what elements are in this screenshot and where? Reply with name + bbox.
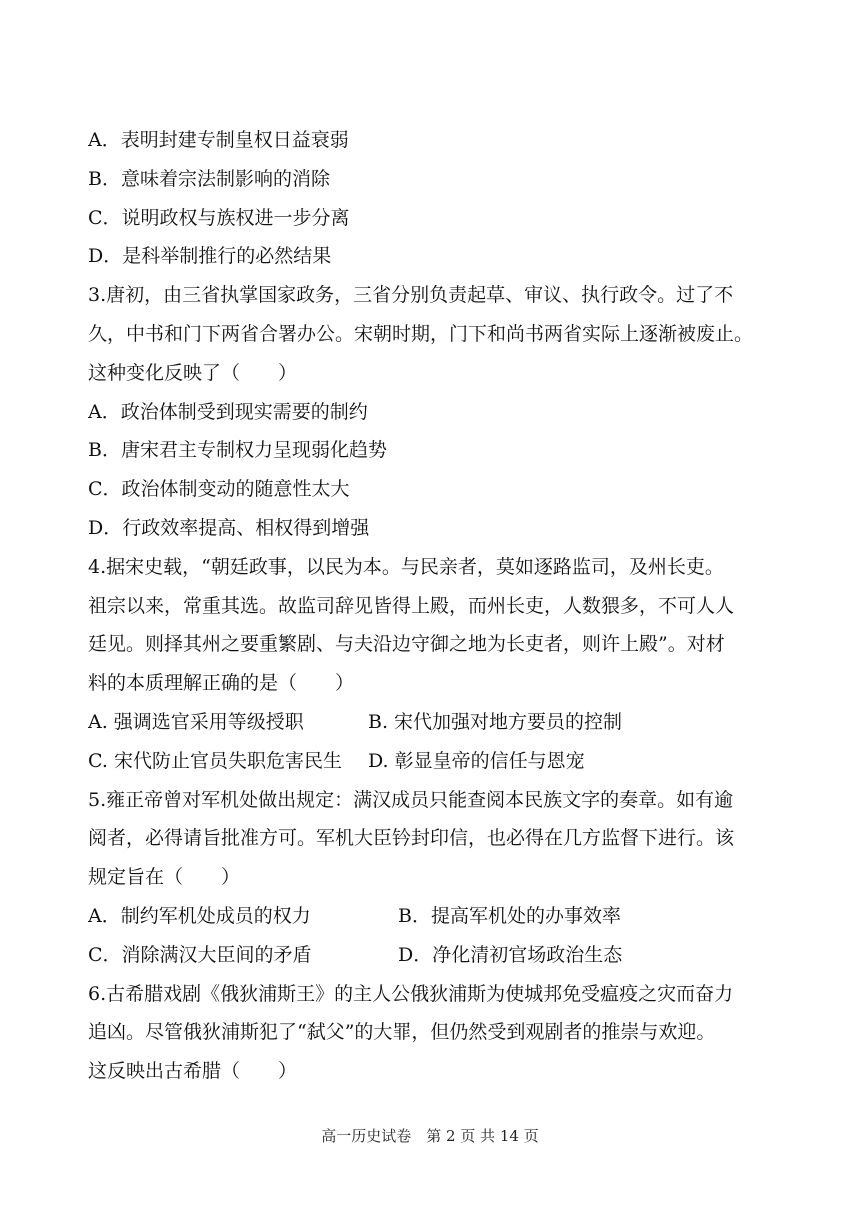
q3-option-a: A．政治体制受到现实需要的制约 bbox=[88, 400, 368, 423]
q5-stem-line: 5.雍正帝曾对军机处做出规定：满汉成员只能查阅本民族文字的奏章。如有逾 bbox=[88, 788, 734, 811]
q4-stem-line: 料的本质理解正确的是（ ） bbox=[88, 672, 355, 695]
q2-option-b: B．意味着宗法制影响的消除 bbox=[88, 167, 330, 190]
q6-stem-line: 这反映出古希腊（ ） bbox=[88, 1060, 298, 1083]
q3-option-d: D．行政效率提高、相权得到增强 bbox=[88, 516, 370, 539]
q2-option-d: D．是科举制推行的必然结果 bbox=[88, 245, 332, 268]
q5-option-a: A．制约军机处成员的权力 bbox=[88, 904, 311, 927]
q3-stem-line: 久，中书和门下两省合署办公。宋朝时期，门下和尚书两省实际上逐渐被废止。 bbox=[88, 322, 754, 345]
exam-page-body bbox=[88, 121, 778, 1091]
q4-stem-line: 祖宗以来，常重其选。故监司辞见皆得上殿，而州长吏，人数猥多，不可人人 bbox=[88, 594, 735, 617]
q4-stem-line: 4.据宋史载，“朝廷政事，以民为本。与民亲者，莫如逐路监司，及州长吏。 bbox=[88, 555, 724, 578]
q2-option-c: C．说明政权与族权进一步分离 bbox=[88, 206, 350, 229]
q3-option-c: C．政治体制变动的随意性太大 bbox=[88, 478, 350, 501]
q4-option-d: D. 彰显皇帝的信任与恩宠 bbox=[368, 749, 585, 772]
q5-option-d: D．净化清初官场政治生态 bbox=[398, 943, 623, 966]
q5-option-b: B．提高军机处的办事效率 bbox=[398, 904, 621, 927]
q6-stem-line: 6.古希腊戏剧《俄狄浦斯王》的主人公俄狄浦斯为使城邦免受瘟疫之灾而奋力 bbox=[88, 982, 734, 1005]
page-footer: 高一历史试卷 第 2 页 共 14 页 bbox=[321, 1127, 539, 1145]
q5-option-c: C．消除满汉大臣间的矛盾 bbox=[88, 943, 312, 966]
q6-stem-line: 追凶。尽管俄狄浦斯犯了“弑父”的大罪，但仍然受到观剧者的推崇与欢迎。 bbox=[88, 1021, 716, 1044]
q3-stem-line: 这种变化反映了（ ） bbox=[88, 361, 298, 384]
q4-options-row-2 bbox=[88, 742, 778, 781]
q5-options-row-1 bbox=[88, 897, 778, 936]
q5-options-row-2 bbox=[88, 936, 778, 975]
q4-option-b: B. 宋代加强对地方要员的控制 bbox=[368, 710, 623, 733]
q4-option-c: C. 宋代防止官员失职危害民生 bbox=[88, 749, 342, 772]
q4-options-row-1 bbox=[88, 703, 778, 742]
q2-option-a: A．表明封建专制皇权日益衰弱 bbox=[88, 129, 349, 151]
q5-stem-line: 规定旨在（ ） bbox=[88, 866, 241, 889]
q3-stem-line: 3.唐初，由三省执掌国家政务，三省分别负责起草、审议、执行政令。过了不 bbox=[88, 284, 734, 307]
q4-stem-line: 廷见。则择其州之要重繁剧、与夫沿边守御之地为长吏者，则许上殿”。对材 bbox=[88, 633, 725, 656]
q4-option-a: A. 强调选官采用等级授职 bbox=[88, 710, 304, 733]
q5-stem-line: 阅者，必得请旨批准方可。军机大臣钤封印信，也必得在几方监督下进行。该 bbox=[88, 827, 735, 850]
q3-option-b: B．唐宋君主专制权力呈现弱化趋势 bbox=[88, 439, 387, 462]
